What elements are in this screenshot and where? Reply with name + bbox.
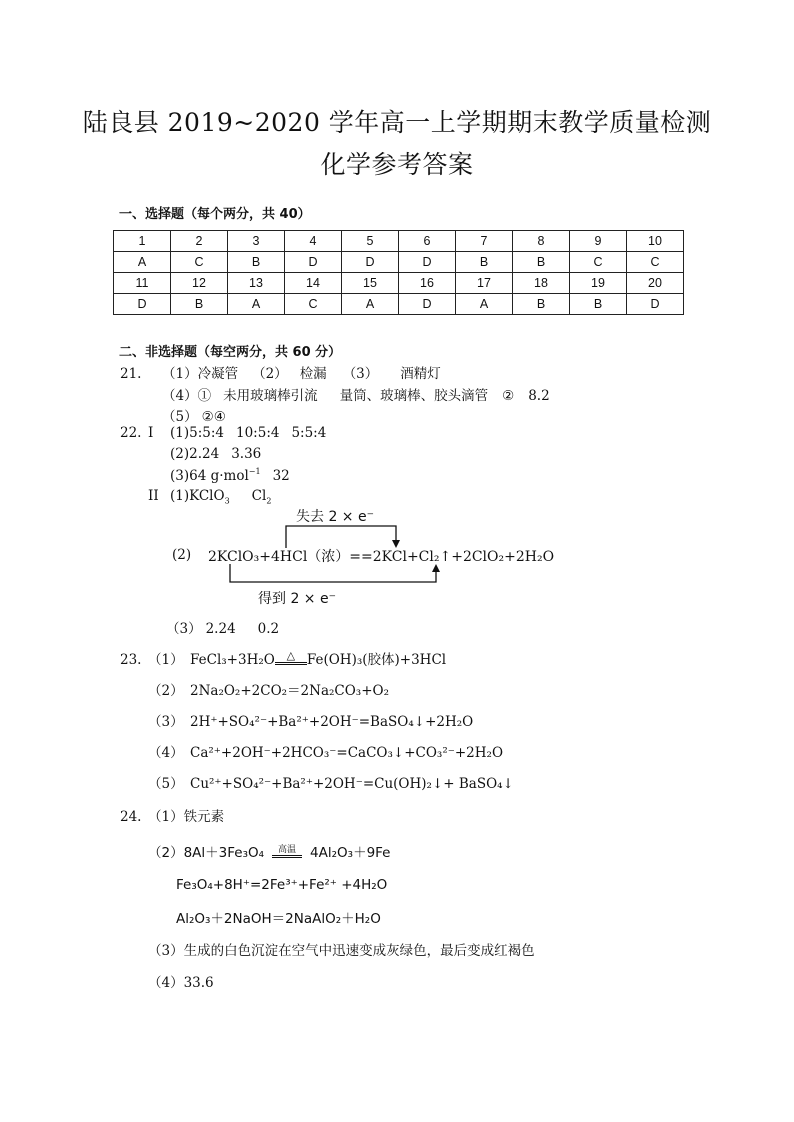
- q22-ii-2-label: (2): [172, 547, 192, 563]
- q22-line2: [170, 446, 261, 462]
- table-cell: D: [285, 252, 342, 273]
- table-cell: C: [285, 294, 342, 315]
- q24-2-right: 4Al₂O₃＋9Fe: [310, 845, 391, 861]
- q21-number: 21.: [120, 366, 142, 382]
- table-cell: 4: [285, 231, 342, 252]
- q22-i-2a: (2)2.24: [170, 446, 220, 462]
- q21-part2-answer: 检漏: [299, 366, 327, 382]
- choice-answer-table: [113, 230, 684, 315]
- table-cell: D: [399, 294, 456, 315]
- q23-4-label: （4）: [148, 745, 184, 761]
- table-row: [114, 294, 684, 315]
- q24-line4: Al₂O₃＋2NaOH＝2NaAlO₂＋H₂O: [176, 911, 381, 927]
- q22-ii-1a-sub: 3: [224, 496, 230, 506]
- q23-3-eq: 2H⁺+SO₄²⁻+Ba²⁺+2OH⁻=BaSO₄↓+2H₂O: [190, 714, 474, 730]
- table-row: [114, 273, 684, 294]
- q24-1: （1）铁元素: [148, 809, 225, 825]
- table-cell: 15: [342, 273, 399, 294]
- table-cell: A: [114, 252, 171, 273]
- table-cell: 5: [342, 231, 399, 252]
- q21-part1: （1）冷凝管: [162, 366, 239, 382]
- q24-2-label: （2）: [148, 845, 184, 861]
- q21-part4-answer-d: 8.2: [528, 388, 550, 404]
- table-cell: 6: [399, 231, 456, 252]
- q22-ii-1b: Cl: [251, 488, 267, 504]
- q22-ii-1a: (1)KClO: [170, 488, 225, 504]
- q23-4-eq: Ca²⁺+2OH⁻+2HCO₃⁻=CaCO₃↓+CO₃²⁻+2H₂O: [190, 745, 504, 761]
- table-row: [114, 252, 684, 273]
- q22-i-3b: 32: [272, 467, 290, 484]
- table-cell: 13: [228, 273, 285, 294]
- q23-line3: [148, 710, 473, 730]
- q22-i-1a: (1)5:5:4: [170, 425, 224, 441]
- table-cell: 11: [114, 273, 171, 294]
- table-cell: 17: [456, 273, 513, 294]
- q22-ii-1b-sub: 2: [266, 496, 272, 506]
- q22-part-i: I: [148, 425, 154, 441]
- table-cell: A: [342, 294, 399, 315]
- q21-part3-label: （3）: [342, 366, 379, 382]
- table-cell: B: [171, 294, 228, 315]
- q23-3-label: （3）: [148, 714, 184, 730]
- q21-part4-label: （4）①: [162, 388, 212, 404]
- table-cell: 18: [513, 273, 570, 294]
- q21-part4-answer-c: ②: [502, 388, 515, 404]
- table-cell: B: [513, 294, 570, 315]
- table-cell: 14: [285, 273, 342, 294]
- q23-line2: [148, 679, 389, 699]
- page-title: 陆良县 2019~2020 学年高一上学期期末教学质量检测: [82, 108, 712, 137]
- q22-i-1b: 10:5:4: [236, 425, 280, 441]
- table-cell: 9: [570, 231, 627, 252]
- q23-number: 23.: [120, 652, 142, 668]
- section2-heading: 二、非选择题（每空两分，共 60 分）: [119, 345, 342, 360]
- q22-i-3a-exp: −1: [248, 467, 261, 476]
- heat-condition: △: [275, 649, 307, 665]
- table-cell: D: [399, 252, 456, 273]
- q23-1-right: Fe(OH)₃(胶体)+3HCl: [306, 652, 447, 668]
- q21-part5-label: （5）: [162, 409, 198, 425]
- table-cell: A: [228, 294, 285, 315]
- q22-number: 22.: [120, 425, 142, 441]
- table-cell: 19: [570, 273, 627, 294]
- q21-part3-answer: 酒精灯: [400, 366, 441, 382]
- table-cell: C: [171, 252, 228, 273]
- table-cell: 10: [627, 231, 684, 252]
- q23-line1: [120, 648, 446, 670]
- q22-i-3a: (3)64 g·mol: [170, 467, 249, 484]
- q22-ii-3a: 2.24: [205, 621, 236, 637]
- table-cell: D: [627, 294, 684, 315]
- q22-part-ii: II: [148, 488, 159, 504]
- high-temp-condition: 高温: [272, 842, 302, 858]
- table-cell: 12: [171, 273, 228, 294]
- q22-line1: [120, 425, 326, 441]
- q23-1-label: （1）: [148, 652, 184, 668]
- q21-part2-label: （2）: [252, 366, 288, 382]
- q22-i-2b: 3.36: [231, 446, 262, 462]
- table-cell: D: [114, 294, 171, 315]
- q23-5-eq: Cu²⁺+SO₄²⁻+Ba²⁺+2OH⁻=Cu(OH)₂↓+ BaSO₄↓: [190, 776, 514, 792]
- table-cell: C: [570, 252, 627, 273]
- redox-equation: 2KClO₃+4HCl（浓）==2KCl+Cl₂↑+2ClO₂+2H₂O: [208, 549, 555, 565]
- q21-line1: [120, 362, 441, 382]
- q21-part4-answer-a: 未用玻璃棒引流: [223, 388, 318, 404]
- q22-i-1c: 5:5:4: [291, 425, 327, 441]
- q24-line3: Fe₃O₄+8H⁺=2Fe³⁺+Fe²⁺ +4H₂O: [176, 877, 388, 893]
- q21-part4-answer-b: 量筒、玻璃棒、胶头滴管: [339, 388, 489, 404]
- q21-line3: [162, 405, 226, 425]
- table-cell: B: [456, 252, 513, 273]
- q23-2-label: （2）: [148, 683, 184, 699]
- gain-electrons-label: 得到 2 × e⁻: [258, 591, 336, 607]
- q22-ii-3b: 0.2: [257, 621, 280, 637]
- q21-line2: [162, 384, 550, 404]
- table-cell: 1: [114, 231, 171, 252]
- q22-line3: [170, 467, 290, 484]
- table-cell: 3: [228, 231, 285, 252]
- q24-line1: [120, 805, 224, 825]
- page-subtitle: 化学参考答案: [320, 150, 474, 179]
- table-cell: C: [627, 252, 684, 273]
- q23-1-left: FeCl₃+3H₂O: [190, 652, 275, 668]
- table-cell: 16: [399, 273, 456, 294]
- table-cell: 2: [171, 231, 228, 252]
- q24-line2: [148, 841, 391, 863]
- q23-5-label: （5）: [148, 776, 184, 792]
- q22-ii-3-label: （3）: [166, 621, 202, 637]
- table-cell: 20: [627, 273, 684, 294]
- q21-part5-answer: ②④: [201, 409, 226, 425]
- q24-number: 24.: [120, 809, 142, 825]
- q22-ii-3: [166, 617, 279, 637]
- q24-line6: （4）33.6: [148, 975, 214, 991]
- q24-line5: （3）生成的白色沉淀在空气中迅速变成灰绿色，最后变成红褐色: [148, 943, 535, 959]
- section1-heading: 一、选择题（每个两分，共 40）: [119, 207, 311, 222]
- table-cell: D: [342, 252, 399, 273]
- q23-2-eq: 2Na₂O₂+2CO₂＝2Na₂CO₃+O₂: [190, 683, 390, 699]
- table-cell: 7: [456, 231, 513, 252]
- q24-2-left: 8Al＋3Fe₃O₄: [183, 845, 265, 861]
- electron-transfer-diagram: [208, 504, 568, 614]
- table-cell: A: [456, 294, 513, 315]
- q23-line4: [148, 741, 503, 761]
- table-row: [114, 231, 684, 252]
- table-cell: B: [513, 252, 570, 273]
- q23-line5: [148, 772, 514, 792]
- lose-electrons-label: 失去 2 × e⁻: [296, 509, 374, 525]
- table-cell: B: [228, 252, 285, 273]
- table-cell: B: [570, 294, 627, 315]
- table-cell: 8: [513, 231, 570, 252]
